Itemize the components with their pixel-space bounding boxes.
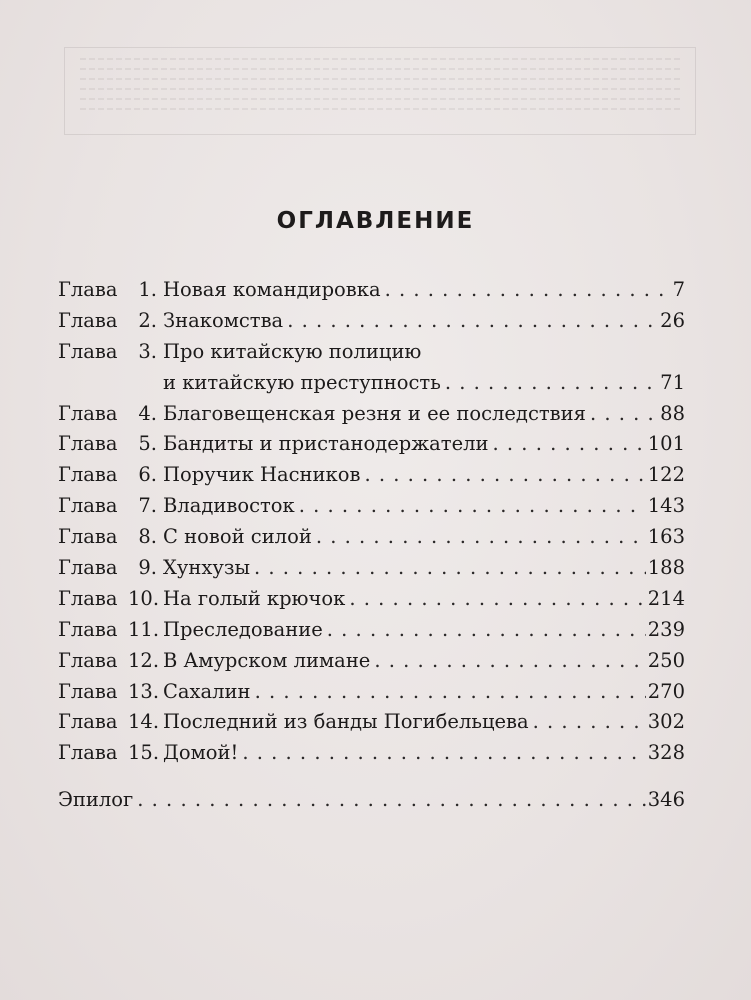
chapter-page-number: 71	[660, 370, 685, 394]
chapter-number: 14.	[128, 710, 160, 734]
chapter-page-number: 163	[647, 525, 685, 549]
chapter-title: Владивосток	[163, 494, 295, 518]
toc-row-chapter-13[interactable]	[58, 677, 685, 708]
chapter-title: Поручик Насников	[163, 463, 361, 487]
chapter-label: Глава	[58, 401, 118, 425]
leader-dots	[327, 615, 646, 646]
toc-row-chapter-5[interactable]	[58, 429, 685, 460]
leader-dots	[287, 306, 658, 337]
leader-dots	[349, 584, 645, 615]
chapter-title: Домой!	[163, 741, 239, 765]
chapter-title: На голый крючок	[163, 586, 346, 610]
chapter-page-number: 26	[660, 308, 685, 332]
epilog-page-number: 346	[647, 788, 685, 812]
chapter-number: 6.	[138, 463, 157, 487]
chapter-title: Преследование	[163, 617, 323, 641]
leader-dots	[445, 368, 658, 399]
chapter-number: 8.	[138, 525, 157, 549]
toc-row-chapter-8[interactable]	[58, 522, 685, 553]
leader-dots	[242, 738, 645, 769]
chapter-number: 15.	[128, 741, 160, 765]
leader-dots	[493, 429, 646, 460]
toc-row-chapter-12[interactable]	[58, 646, 685, 677]
table-of-contents	[58, 275, 685, 816]
chapter-label: Глава	[58, 494, 118, 518]
chapter-title: Знакомства	[163, 308, 284, 332]
chapter-page-number: 214	[647, 586, 685, 610]
chapter-page-number: 328	[647, 741, 685, 765]
chapter-page-number: 188	[647, 556, 685, 580]
leader-dots	[590, 399, 658, 430]
chapter-title: Новая командировка	[163, 278, 381, 301]
chapter-number: 13.	[128, 679, 160, 703]
chapter-label: Глава	[58, 463, 118, 487]
chapter-page-number: 270	[647, 679, 685, 703]
toc-row-chapter-1[interactable]	[58, 275, 685, 306]
leader-dots	[254, 553, 646, 584]
chapter-number: 7.	[138, 494, 157, 518]
toc-row-chapter-4[interactable]	[58, 399, 685, 430]
toc-row-chapter-9[interactable]	[58, 553, 685, 584]
chapter-label: Глава	[58, 648, 118, 672]
chapter-title: Хунхузы	[163, 556, 250, 580]
toc-row-epilog[interactable]	[58, 785, 685, 816]
chapter-number: 9.	[138, 556, 157, 580]
leader-dots	[364, 460, 645, 491]
toc-row-chapter-15[interactable]	[58, 738, 685, 769]
toc-row-chapter-14[interactable]	[58, 707, 685, 738]
chapter-page-number: 101	[647, 432, 685, 456]
chapter-title: Про китайскую полицию	[163, 339, 422, 363]
chapter-label: Глава	[58, 586, 118, 610]
chapter-page-number: 302	[647, 710, 685, 734]
chapter-label: Глава	[58, 278, 118, 301]
chapter-label: Глава	[58, 710, 118, 734]
chapter-title: Сахалин	[163, 679, 251, 703]
chapter-title: В Амурском лимане	[163, 648, 371, 672]
toc-row-chapter-11[interactable]	[58, 615, 685, 646]
leader-dots	[533, 707, 646, 738]
chapter-label: Глава	[58, 308, 118, 332]
chapter-number: 10.	[128, 586, 160, 610]
toc-row-chapter-3-continued[interactable]	[58, 368, 685, 399]
toc-row-chapter-7[interactable]	[58, 491, 685, 522]
chapter-page-number: 88	[660, 401, 685, 425]
chapter-label: Глава	[58, 679, 118, 703]
chapter-label: Глава	[58, 556, 118, 580]
chapter-page-number: 239	[647, 617, 685, 641]
chapter-number: 12.	[128, 648, 160, 672]
chapter-label: Глава	[58, 339, 118, 363]
chapter-number: 4.	[138, 401, 157, 425]
leader-dots	[385, 275, 671, 306]
chapter-label: Глава	[58, 432, 118, 456]
chapter-page-number: 7	[672, 278, 685, 301]
chapter-label: Глава	[58, 525, 118, 549]
chapter-label: Глава	[58, 617, 118, 641]
toc-row-chapter-3[interactable]	[58, 337, 685, 368]
page-title: ОГЛАВЛЕНИЕ	[276, 208, 475, 234]
leader-dots	[374, 646, 645, 677]
chapter-number: 3.	[138, 339, 157, 363]
chapter-number: 2.	[138, 308, 157, 332]
leader-dots	[299, 491, 646, 522]
chapter-page-number: 250	[647, 648, 685, 672]
leader-dots	[137, 785, 646, 816]
chapter-title: Последний из банды Погибельцева	[163, 710, 529, 734]
chapter-page-number: 122	[647, 463, 685, 487]
leader-dots	[316, 522, 646, 553]
chapter-number: 5.	[138, 432, 157, 456]
chapter-title: С новой силой	[163, 525, 312, 549]
chapter-title-continued: и китайскую преступность	[163, 370, 441, 394]
chapter-number: 11.	[128, 617, 160, 641]
chapter-title: Бандиты и пристанодержатели	[163, 432, 489, 456]
leader-dots	[255, 677, 646, 708]
chapter-label: Глава	[58, 741, 118, 765]
toc-row-chapter-2[interactable]	[58, 306, 685, 337]
chapter-page-number: 143	[647, 494, 685, 518]
chapter-number: 1.	[138, 278, 157, 301]
show-through-imprint-lines	[80, 58, 680, 118]
toc-row-chapter-6[interactable]	[58, 460, 685, 491]
toc-row-chapter-10[interactable]	[58, 584, 685, 615]
epilog-title: Эпилог	[58, 788, 134, 812]
chapter-title: Благовещенская резня и ее последствия	[163, 401, 586, 425]
